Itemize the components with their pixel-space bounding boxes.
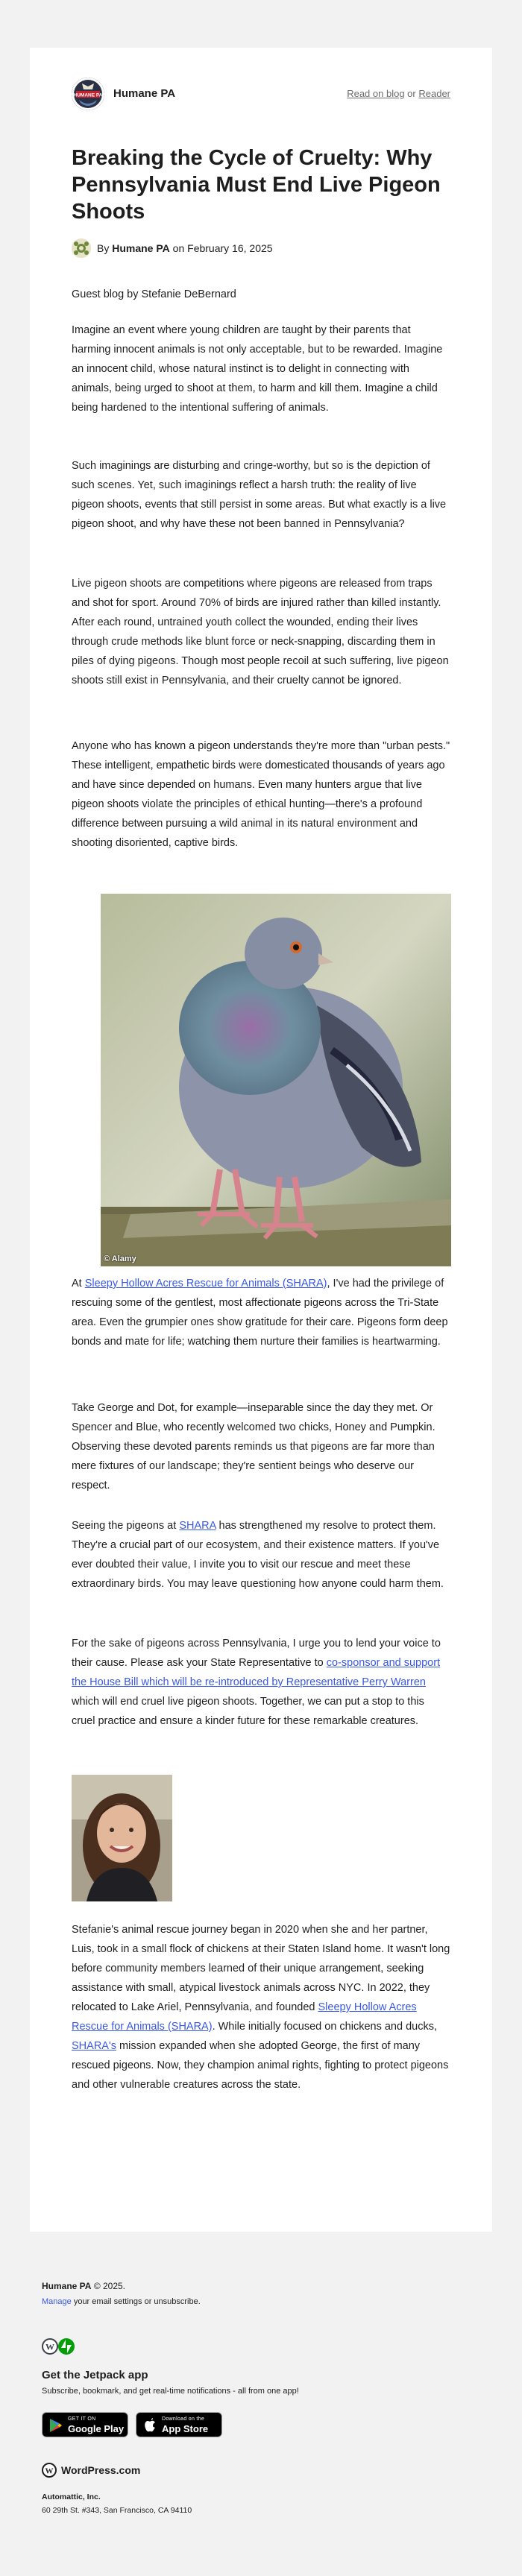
byline-text [97, 242, 273, 254]
paragraph-1: Imagine an event where young children are taught by their parents that harming innocent animals is not only acceptable, but to be rewarded. Imagine an innocent child, whose natural instinct is to delight in connecting with animals, being urged to shoot at them, to harm and kill them. Imagine a child being hardened to the intentional suffering of animals. [72, 324, 443, 414]
wordpress-brand[interactable] [42, 2463, 489, 2479]
logo-text: HUMANE PA [73, 92, 103, 98]
google-play-button[interactable] [42, 2412, 128, 2437]
manage-text: your email settings or unsubscribe. [71, 2297, 201, 2306]
footer-copyright: © 2025. [93, 2281, 126, 2291]
shara-link[interactable]: Sleepy Hollow Acres Rescue for Animals (SHARA) [84, 1278, 327, 1289]
jetpack-desc: Subscribe, bookmark, and get real-time notifications - all from one app! [42, 2387, 299, 2396]
google-play-small: GET IT ON [68, 2416, 96, 2422]
paragraph-7-end: has strengthened my resolve to protect them. They're a crucial part of our ecosystem, and their existence matters. If you've ever doubted their value, I invite you to visit our rescue and meet these extraordinary birds. You may leave questioning how anyone could harm them. [72, 1520, 444, 1590]
footer-site-name[interactable]: Humane PA [42, 2281, 92, 2291]
shara-short-link[interactable]: SHARA [179, 1520, 216, 1532]
author-name[interactable]: Humane PA [112, 242, 170, 254]
paragraph-8-start: For the sake of pigeons across Pennsylvania, I urge you to lend your voice to their cause. Please ask your State Representative to [72, 1638, 441, 1669]
paragraph-6: Take George and Dot, for example—inseparable since the day they met. Or Spencer and Blue, who recently welcomed two chicks, Honey and Pumpkin. Observing these devoted parents reminds us that pigeons are far more than mere fixtures of our landscape; they're sentient beings who deserve our respect. [72, 1402, 435, 1491]
app-store-label: App Store [162, 2423, 209, 2434]
bio-end: mission expanded when she adopted George, the first of many rescued pigeons. Now, they champion animal rights, fighting to protect pigeons and other vulnerable creatures across the state. [72, 2040, 449, 2091]
paragraph-8-end: which will end cruel live pigeon shoots. Together, we can put a stop to this cruel practice and ensure a kinder future for these remarkable creatures. [72, 1696, 424, 1727]
on-text: on [172, 242, 185, 254]
post-date: February 16, 2025 [187, 242, 273, 254]
paragraph-2: Such imaginings are disturbing and cringe-worthy, but so is the depiction of such scenes. Yet, such imaginings reflect a harsh truth: the reality of live pigeon shoots, events that still persist in some areas. But what exactly is a live pigeon shoot, and why have these not been banned in Pennsylvania? [72, 460, 447, 530]
paragraph-8 [72, 1634, 450, 1731]
manage-link[interactable]: Manage [42, 2297, 72, 2306]
photo-caption: © Alamy [104, 1254, 136, 1263]
apple-icon [143, 2418, 157, 2433]
author-avatar [72, 239, 91, 258]
footer-manage-line [42, 2297, 489, 2306]
company-address: 60 29th St. #343, San Francisco, CA 94110 [42, 2506, 192, 2515]
paragraph-5-start: At [72, 1278, 85, 1289]
read-on-blog-link[interactable]: Read on blog [347, 88, 405, 99]
site-logo[interactable] [72, 78, 104, 110]
svg-text:W: W [45, 2341, 54, 2352]
paragraph-5 [72, 1274, 450, 1351]
footer-site-line [42, 2281, 489, 2291]
author-bio [72, 1920, 450, 2094]
read-links [347, 88, 450, 99]
paragraph-3: Live pigeon shoots are competitions where pigeons are released from traps and shot for sport. Around 70% of birds are injured rather than killed instantly. After each round, untrained youth collect the wounded, ending their lives through crude methods like blunt force or neck-snapping, discarding them in piles of dying pigeons. Though most people recoil at such suffering, live pigeon shoots still exist in Pennsylvania, and their cruelty cannot be ignored. [72, 578, 449, 686]
wordpress-label: WordPress.com [61, 2464, 141, 2476]
app-icons [42, 2337, 489, 2355]
wordpress-icon [43, 2339, 57, 2354]
house-bill-link[interactable]: co-sponsor and support the House Bill which will be re-introduced by Representative Perry Warren [72, 1657, 441, 1688]
paragraph-5-end: , I've had the privilege of rescuing some of the gentlest, most affectionate pigeons across the Tri-State area. Even the grumpier ones show gratitude for their care. Pigeons form deep bonds and mate for life; watching them nurture their families is heartwarming. [72, 1278, 448, 1348]
google-play-label: Google Play [68, 2423, 125, 2434]
pigeon-photo [101, 894, 451, 1266]
post-title[interactable]: Breaking the Cycle of Cruelty: Why Pennsylvania Must End Live Pigeon Shoots [72, 146, 441, 224]
wordpress-logo-icon [42, 2463, 57, 2478]
google-play-icon [49, 2418, 63, 2433]
email-header [72, 78, 450, 110]
paragraph-7-start: Seeing the pigeons at [72, 1520, 180, 1532]
reader-link[interactable]: Reader [418, 88, 450, 99]
jetpack-icon [58, 2338, 75, 2355]
bio-start: Stefanie's animal rescue journey began in 2020 when she and her partner, Luis, took in a small flock of chickens at their Staten Island home. It wasn't long before community members learned of their unique arrangement, seeking assistance with small, atypical livestock animals across NYC. In 2022, they relocated to Lake Ariel, Pennsylvania, and founded [72, 1924, 450, 2013]
guest-credit: Guest blog by Stefanie DeBernard [72, 288, 236, 300]
paragraph-4: Anyone who has known a pigeon understands they're more than "urban pests." These intelligent, empathetic birds were domesticated thousands of years ago and have since depended on humans. Even many hunters argue that live pigeon shoots violate the principles of ethical hunting—there's a profound difference between pursuing a wild animal in its natural environment and shooting disoriented, captive birds. [72, 740, 450, 849]
app-store-button[interactable] [136, 2412, 222, 2437]
by-text: By [97, 242, 110, 254]
company-name: Automattic, Inc. [42, 2493, 101, 2501]
or-text: or [407, 88, 416, 99]
app-store-small: Download on the [162, 2416, 205, 2422]
site-name[interactable]: Humane PA [113, 87, 176, 100]
bio-middle: . While initially focused on chickens and ducks, [212, 2021, 437, 2033]
bio-shara-link[interactable]: Sleepy Hollow Acres Rescue for Animals (SHARA) [72, 2001, 417, 2033]
bio-sharas-link[interactable]: SHARA's [72, 2040, 116, 2052]
paragraph-7 [72, 1516, 450, 1594]
email-card [30, 48, 492, 2232]
svg-text:W: W [45, 2466, 54, 2476]
author-portrait [72, 1775, 172, 1901]
jetpack-title: Get the Jetpack app [42, 2369, 148, 2381]
